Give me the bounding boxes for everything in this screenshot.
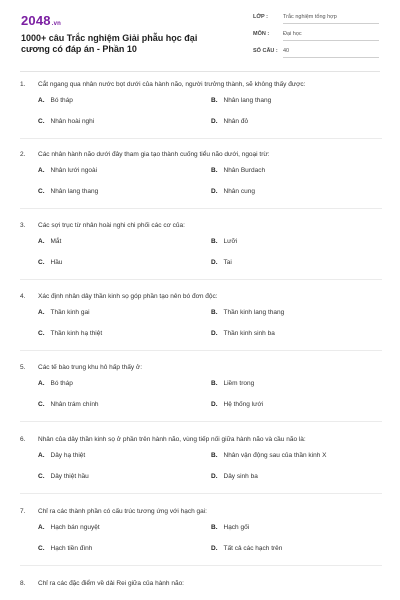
- option-letter: D.: [211, 118, 218, 125]
- options: [20, 97, 382, 147]
- option-b[interactable]: [211, 524, 249, 531]
- option-d[interactable]: [211, 401, 263, 408]
- option-a[interactable]: [38, 309, 90, 316]
- question-6: [20, 435, 382, 502]
- document-header: [0, 0, 400, 72]
- option-text: Nhân Burdach: [223, 167, 266, 174]
- option-letter: C.: [38, 259, 45, 266]
- options: [20, 380, 382, 430]
- option-c[interactable]: [38, 401, 99, 408]
- logo-suffix: .vn: [51, 21, 62, 27]
- option-text: Nhân đỏ: [223, 118, 249, 125]
- option-text: Hạch tiền đình: [50, 545, 93, 552]
- option-text: Bó tháp: [50, 97, 73, 104]
- option-d[interactable]: [211, 473, 258, 480]
- question-text: [20, 221, 382, 230]
- option-letter: B.: [211, 309, 218, 316]
- option-letter: D.: [211, 188, 218, 195]
- question-text: [20, 150, 382, 159]
- question-3: [20, 221, 382, 288]
- option-c[interactable]: [38, 330, 102, 337]
- question-text: [20, 435, 382, 444]
- option-text: Nhân hoài nghi: [50, 118, 95, 125]
- option-a[interactable]: [38, 380, 73, 387]
- option-letter: A.: [38, 452, 45, 459]
- option-letter: A.: [38, 380, 45, 387]
- option-c[interactable]: [38, 259, 62, 266]
- option-d[interactable]: [211, 330, 275, 337]
- option-letter: A.: [38, 97, 45, 104]
- option-text: Hạch bán nguyệt: [50, 524, 100, 531]
- option-d[interactable]: [211, 259, 232, 266]
- option-text: Nhân lang thang: [50, 188, 99, 195]
- option-letter: D.: [211, 473, 218, 480]
- option-letter: C.: [38, 330, 45, 337]
- option-text: Tai: [223, 259, 232, 266]
- question-number: 3.: [20, 222, 26, 229]
- question-body: Nhân của dây thần kinh sọ ở phần trên hành não, vùng tiếp nối giữa hành não và cầu não là:: [38, 436, 306, 443]
- question-text: [20, 292, 382, 301]
- question-7: [20, 507, 382, 574]
- option-text: Thần kinh gai: [50, 309, 90, 316]
- option-letter: D.: [211, 330, 218, 337]
- meta-value: Trắc nghiệm tổng hợp: [283, 14, 379, 24]
- meta-label: SỐ CÂU :: [253, 48, 278, 54]
- meta-row-count: [253, 46, 379, 61]
- option-letter: B.: [211, 97, 218, 104]
- option-text: Dây hạ thiệt: [50, 452, 86, 459]
- option-a[interactable]: [38, 524, 100, 531]
- option-text: Tất cả các hạch trên: [223, 545, 283, 552]
- option-text: Thần kinh sinh ba: [223, 330, 275, 337]
- option-d[interactable]: [211, 118, 248, 125]
- meta-row-subject: [253, 29, 379, 44]
- question-text: [20, 80, 382, 89]
- document-meta: [253, 12, 379, 63]
- option-text: Nhân vận động sau của thần kinh X: [223, 452, 327, 459]
- options: [20, 452, 382, 502]
- option-a[interactable]: [38, 97, 73, 104]
- meta-label: MÔN :: [253, 31, 270, 37]
- question-4: [20, 292, 382, 359]
- option-b[interactable]: [211, 309, 284, 316]
- option-text: Dây sinh ba: [223, 473, 258, 480]
- option-letter: A.: [38, 167, 45, 174]
- site-logo[interactable]: [21, 13, 61, 28]
- question-5: [20, 363, 382, 430]
- option-text: Bó tháp: [50, 380, 73, 387]
- question-divider: [20, 138, 382, 139]
- option-text: Nhân cung: [223, 188, 255, 195]
- question-body: Chỉ ra các thành phần có cấu trúc tương ứng với hạch gai:: [38, 508, 207, 515]
- question-text: [20, 363, 382, 372]
- question-divider: [20, 421, 382, 422]
- option-text: Lưỡi: [223, 238, 238, 245]
- option-letter: B.: [211, 238, 218, 245]
- option-letter: C.: [38, 473, 45, 480]
- option-letter: C.: [38, 118, 45, 125]
- question-number: 4.: [20, 293, 26, 300]
- option-b[interactable]: [211, 380, 254, 387]
- meta-label: LỚP :: [253, 14, 268, 20]
- option-letter: B.: [211, 380, 218, 387]
- question-body: Xác định nhân dây thần kinh sọ góp phần tạo nên bó đơn độc:: [38, 293, 218, 300]
- option-letter: C.: [38, 188, 45, 195]
- option-a[interactable]: [38, 452, 85, 459]
- question-divider: [20, 493, 382, 494]
- options: [20, 238, 382, 288]
- option-b[interactable]: [211, 167, 265, 174]
- question-8: [20, 579, 382, 588]
- question-divider: [20, 208, 382, 209]
- option-letter: C.: [38, 401, 45, 408]
- question-divider: [20, 279, 382, 280]
- question-body: Các sợi trục từ nhân hoài nghi chi phối các cơ của:: [38, 222, 185, 229]
- question-text: [20, 507, 382, 516]
- option-b[interactable]: [211, 452, 327, 459]
- question-divider: [20, 350, 382, 351]
- question-body: Chỉ ra các đặc điểm về dải Rei giữa của hành não:: [38, 580, 184, 587]
- option-text: Nhân lang thang: [223, 97, 272, 104]
- option-letter: A.: [38, 524, 45, 531]
- question-text: [20, 579, 382, 588]
- logo-main: 2048: [21, 13, 51, 28]
- option-a[interactable]: [38, 238, 61, 245]
- option-letter: B.: [211, 452, 218, 459]
- option-letter: C.: [38, 545, 45, 552]
- option-text: Liềm trong: [223, 380, 255, 387]
- question-2: [20, 150, 382, 217]
- option-letter: A.: [38, 238, 45, 245]
- option-a[interactable]: [38, 167, 97, 174]
- question-body: Các nhân hành não dưới đây tham gia tạo thành cuống tiểu não dưới, ngoại trừ:: [38, 151, 270, 158]
- options: [20, 309, 382, 359]
- options: [20, 524, 382, 574]
- option-d[interactable]: [211, 545, 282, 552]
- question-divider: [20, 565, 382, 566]
- option-letter: D.: [211, 259, 218, 266]
- question-number: 2.: [20, 151, 26, 158]
- question-number: 7.: [20, 508, 26, 515]
- option-b[interactable]: [211, 97, 271, 104]
- question-body: Cắt ngang qua nhân nước bọt dưới của hành não, người trưởng thành, sẽ không thấy được:: [38, 81, 306, 88]
- option-c[interactable]: [38, 545, 92, 552]
- option-letter: D.: [211, 401, 218, 408]
- option-c[interactable]: [38, 118, 94, 125]
- option-text: Nhân trám chính: [50, 401, 99, 408]
- option-c[interactable]: [38, 188, 98, 195]
- option-text: Hạch gối: [223, 524, 250, 531]
- option-b[interactable]: [211, 238, 237, 245]
- question-body: Các tế bào trung khu hô hấp thấy ở:: [38, 364, 142, 371]
- question-number: 6.: [20, 436, 26, 443]
- option-d[interactable]: [211, 188, 255, 195]
- options: [20, 167, 382, 217]
- option-text: Thần kinh lang thang: [223, 309, 285, 316]
- question-number: 8.: [20, 580, 26, 587]
- option-letter: D.: [211, 545, 218, 552]
- meta-row-class: [253, 12, 379, 27]
- option-letter: B.: [211, 524, 218, 531]
- question-1: [20, 80, 382, 147]
- option-letter: A.: [38, 309, 45, 316]
- option-text: Thần kinh hạ thiệt: [50, 330, 103, 337]
- option-c[interactable]: [38, 473, 89, 480]
- question-number: 1.: [20, 81, 26, 88]
- header-divider: [20, 71, 380, 72]
- document-title: 1000+ câu Trắc nghiệm Giải phẫu học đại cương có đáp án - Phần 10: [21, 33, 198, 54]
- option-letter: B.: [211, 167, 218, 174]
- meta-value: 40: [283, 48, 379, 58]
- meta-value: Đại học: [283, 31, 379, 41]
- option-text: Mắt: [50, 238, 62, 245]
- option-text: Hệ thống lưới: [223, 401, 264, 408]
- option-text: Hầu: [50, 259, 63, 266]
- option-text: Nhân lưới ngoài: [50, 167, 98, 174]
- question-number: 5.: [20, 364, 26, 371]
- option-text: Dây thiệt hầu: [50, 473, 89, 480]
